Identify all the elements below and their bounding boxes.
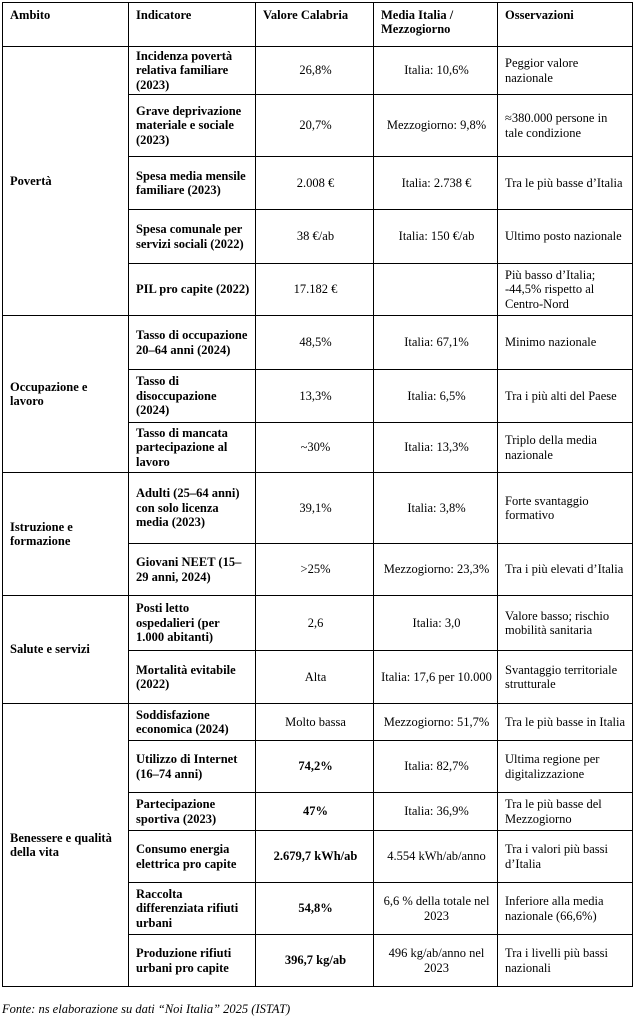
osservazioni-cell: Inferiore alla media nazionale (66,6%) xyxy=(498,883,633,935)
media-cell: Mezzogiorno: 51,7% xyxy=(374,704,498,741)
indicatore-cell: Giovani NEET (15–29 anni, 2024) xyxy=(129,544,256,596)
osservazioni-cell: Tra i livelli più bassi nazionali xyxy=(498,935,633,987)
indicatore-cell: Incidenza povertà relativa familiare (2023) xyxy=(129,47,256,95)
ambito-cell: Istruzione e formazione xyxy=(3,473,129,596)
valore-cell: 54,8% xyxy=(256,883,374,935)
indicatore-cell: PIL pro capite (2022) xyxy=(129,264,256,316)
valore-cell: Alta xyxy=(256,651,374,704)
source-caption: Fonte: ns elaborazione su dati “Noi Italia” 2025 (ISTAT) xyxy=(2,1002,291,1016)
osservazioni-cell: Forte svantaggio formativo xyxy=(498,473,633,544)
osservazioni-cell: Svantaggio territoriale strutturale xyxy=(498,651,633,704)
table-row xyxy=(3,596,633,651)
indicatore-cell: Tasso di occupazione 20–64 anni (2024) xyxy=(129,316,256,370)
header-osservazioni: Osservazioni xyxy=(498,3,633,47)
header-media: Media Italia / Mezzogiorno xyxy=(374,3,498,47)
osservazioni-cell: Peggior valore nazionale xyxy=(498,47,633,95)
media-cell: Italia: 13,3% xyxy=(374,423,498,473)
indicatore-cell: Utilizzo di Internet (16–74 anni) xyxy=(129,741,256,793)
header-valore: Valore Calabria xyxy=(256,3,374,47)
indicatore-cell: Grave deprivazione materiale e sociale (2023) xyxy=(129,95,256,157)
indicatore-cell: Mortalità evitabile (2022) xyxy=(129,651,256,704)
media-cell: Italia: 17,6 per 10.000 xyxy=(374,651,498,704)
osservazioni-cell: Più basso d’Italia; -44,5% rispetto al Centro-Nord xyxy=(498,264,633,316)
valore-cell: 39,1% xyxy=(256,473,374,544)
valore-cell: 20,7% xyxy=(256,95,374,157)
valore-cell: >25% xyxy=(256,544,374,596)
table-row xyxy=(3,704,633,741)
valore-cell: 47% xyxy=(256,793,374,831)
indicators-table xyxy=(2,2,633,987)
media-cell: Italia: 10,6% xyxy=(374,47,498,95)
osservazioni-cell: Minimo nazionale xyxy=(498,316,633,370)
header-indicatore: Indicatore xyxy=(129,3,256,47)
osservazioni-cell: Tra i più alti del Paese xyxy=(498,370,633,423)
table-row xyxy=(3,47,633,95)
indicatore-cell: Raccolta differenziata rifiuti urbani xyxy=(129,883,256,935)
ambito-cell: Salute e servizi xyxy=(3,596,129,704)
indicatore-cell: Soddisfazione economica (2024) xyxy=(129,704,256,741)
indicatore-cell: Spesa media mensile familiare (2023) xyxy=(129,157,256,210)
osservazioni-cell: Tra le più basse d’Italia xyxy=(498,157,633,210)
indicatore-cell: Produzione rifiuti urbani pro capite xyxy=(129,935,256,987)
osservazioni-cell: Valore basso; rischio mobilità sanitaria xyxy=(498,596,633,651)
media-cell: 6,6 % della totale nel 2023 xyxy=(374,883,498,935)
table-row xyxy=(3,316,633,370)
indicatore-cell: Tasso di mancata partecipazione al lavoro xyxy=(129,423,256,473)
media-cell: Italia: 3,8% xyxy=(374,473,498,544)
media-cell: Italia: 150 €/ab xyxy=(374,210,498,264)
osservazioni-cell: Tra le più basse in Italia xyxy=(498,704,633,741)
media-cell: Mezzogiorno: 23,3% xyxy=(374,544,498,596)
ambito-cell: Povertà xyxy=(3,47,129,316)
ambito-cell: Occupazione e lavoro xyxy=(3,316,129,473)
valore-cell: 13,3% xyxy=(256,370,374,423)
osservazioni-cell: ≈380.000 persone in tale condizione xyxy=(498,95,633,157)
valore-cell: 17.182 € xyxy=(256,264,374,316)
valore-cell: ~30% xyxy=(256,423,374,473)
indicatore-cell: Tasso di disoccupazione (2024) xyxy=(129,370,256,423)
ambito-cell: Benessere e qualità della vita xyxy=(3,704,129,987)
osservazioni-cell: Ultimo posto nazionale xyxy=(498,210,633,264)
valore-cell: 2,6 xyxy=(256,596,374,651)
valore-cell: 26,8% xyxy=(256,47,374,95)
media-cell: Italia: 3,0 xyxy=(374,596,498,651)
indicatore-cell: Posti letto ospedalieri (per 1.000 abitanti) xyxy=(129,596,256,651)
valore-cell: 48,5% xyxy=(256,316,374,370)
media-cell: Italia: 36,9% xyxy=(374,793,498,831)
osservazioni-cell: Triplo della media nazionale xyxy=(498,423,633,473)
media-cell: Italia: 6,5% xyxy=(374,370,498,423)
indicatore-cell: Consumo energia elettrica pro capite xyxy=(129,831,256,883)
osservazioni-cell: Tra le più basse del Mezzogiorno xyxy=(498,793,633,831)
media-cell: Italia: 82,7% xyxy=(374,741,498,793)
header-ambito: Ambito xyxy=(3,3,129,47)
osservazioni-cell: Tra i valori più bassi d’Italia xyxy=(498,831,633,883)
media-cell: 496 kg/ab/anno nel 2023 xyxy=(374,935,498,987)
valore-cell: 38 €/ab xyxy=(256,210,374,264)
media-cell xyxy=(374,264,498,316)
valore-cell: 2.008 € xyxy=(256,157,374,210)
indicatore-cell: Partecipazione sportiva (2023) xyxy=(129,793,256,831)
osservazioni-cell: Tra i più elevati d’Italia xyxy=(498,544,633,596)
indicatore-cell: Spesa comunale per servizi sociali (2022) xyxy=(129,210,256,264)
media-cell: Italia: 2.738 € xyxy=(374,157,498,210)
table-row xyxy=(3,473,633,544)
osservazioni-cell: Ultima regione per digitalizzazione xyxy=(498,741,633,793)
valore-cell: 74,2% xyxy=(256,741,374,793)
valore-cell: 396,7 kg/ab xyxy=(256,935,374,987)
valore-cell: 2.679,7 kWh/ab xyxy=(256,831,374,883)
indicatore-cell: Adulti (25–64 anni) con solo licenza media (2023) xyxy=(129,473,256,544)
media-cell: 4.554 kWh/ab/anno xyxy=(374,831,498,883)
media-cell: Mezzogiorno: 9,8% xyxy=(374,95,498,157)
media-cell: Italia: 67,1% xyxy=(374,316,498,370)
header-row xyxy=(3,3,633,47)
valore-cell: Molto bassa xyxy=(256,704,374,741)
